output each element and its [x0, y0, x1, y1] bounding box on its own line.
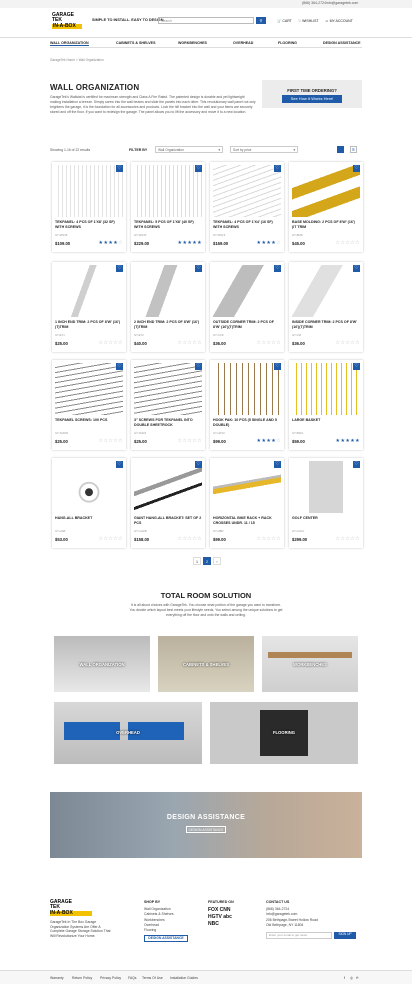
product-sku: GT-WS16	[213, 233, 226, 237]
footer-link[interactable]: Cabinets & Shelves	[144, 912, 174, 917]
star-icon: ☆	[113, 536, 119, 542]
product-card[interactable]	[289, 458, 363, 548]
product-image[interactable]	[134, 265, 202, 317]
product-image[interactable]	[292, 265, 360, 317]
product-card[interactable]	[289, 360, 363, 450]
star-icon: ☆	[118, 240, 123, 246]
cnn-logo: CNN	[219, 907, 231, 914]
product-price: $25.00	[55, 439, 68, 444]
product-name[interactable]: GOLF CENTER	[292, 516, 318, 520]
product-price: $25.00	[55, 341, 68, 346]
footer-about: GarageTek In The Box Garage Organization Systems Are Offer A Complete Garage Storage Solution That Will Revolutionize Your Home.	[50, 920, 111, 938]
footer-link[interactable]: Wall Organization	[144, 907, 171, 912]
star-icon: ★	[192, 240, 198, 246]
product-name[interactable]: 2 INCH END TRIM: 2 PCS OF 8'W' (16')(T)TRIM	[134, 320, 200, 329]
wishlist-heart-icon[interactable]: ♡	[117, 165, 122, 171]
tagline: SIMPLE TO INSTALL. EASY TO DESIGN.	[92, 18, 165, 22]
star-rating	[257, 240, 281, 246]
star-icon: ★	[335, 438, 341, 444]
star-icon: ☆	[355, 536, 360, 542]
wishlist-heart-icon[interactable]: ♡	[117, 363, 122, 369]
instagram-icon[interactable]: ◎	[350, 976, 353, 980]
star-icon: ★	[187, 240, 193, 246]
star-icon: ☆	[197, 340, 202, 346]
first-time-promo	[262, 80, 362, 108]
product-image[interactable]	[292, 165, 360, 217]
abc-logo: abc	[223, 914, 232, 921]
design-assistance-title: DESIGN ASSISTANCE	[166, 814, 246, 821]
tile-flooring[interactable]: FLOORING	[210, 702, 358, 764]
page-2[interactable]: 2	[203, 557, 211, 565]
product-sku: GT-OC8	[213, 333, 224, 337]
star-icon: ☆	[335, 536, 341, 542]
design-assistance-banner	[50, 792, 362, 858]
list-view-icon[interactable]: ≡	[350, 146, 357, 153]
star-icon: ★	[108, 240, 114, 246]
product-name[interactable]: GIANT HANG-ALL BRACKET: SET OF 2 PCS	[134, 516, 202, 525]
star-icon: ★	[350, 438, 356, 444]
star-icon: ☆	[108, 536, 114, 542]
chevron-down-icon: ▾	[293, 148, 295, 152]
bottom-link[interactable]: Terms Of Use	[142, 976, 163, 980]
contact-phone[interactable]: (866) 364-2724	[266, 907, 290, 912]
star-icon: ★	[103, 240, 109, 246]
star-icon: ☆	[187, 536, 193, 542]
star-icon: ☆	[177, 438, 183, 444]
product-price: $99.00	[213, 537, 226, 542]
star-icon: ★	[266, 438, 272, 444]
footer-link[interactable]: Flooring	[144, 928, 157, 933]
star-icon: ☆	[187, 340, 193, 346]
product-name[interactable]: OUTSIDE CORNER TRIM: 2 PCS OF 8'W' (16')(T)TRIM	[213, 320, 274, 329]
product-image[interactable]	[134, 461, 202, 513]
product-image[interactable]	[213, 363, 281, 415]
product-sku: GT-WS48	[55, 233, 68, 237]
bottom-bar	[0, 970, 412, 984]
wishlist-heart-icon[interactable]: ♡	[196, 461, 201, 467]
how-it-works-button[interactable]: See How It Works Here!	[282, 95, 342, 103]
bottom-link[interactable]: Installation Guides	[170, 976, 198, 980]
star-icon: ☆	[192, 438, 198, 444]
nbc-logo: NBC	[208, 921, 219, 928]
star-icon: ☆	[256, 340, 262, 346]
product-image[interactable]	[213, 461, 281, 513]
site-footer	[0, 886, 412, 966]
star-icon: ☆	[197, 438, 202, 444]
product-sku: GT-GHAB	[134, 529, 147, 533]
product-sku: GT-ET1	[55, 333, 65, 337]
star-icon: ★	[256, 240, 262, 246]
nav-overhead[interactable]: OVERHEAD	[233, 41, 254, 45]
tile-wall-organization[interactable]: WALL ORGANIZATION	[54, 636, 150, 692]
newsletter-input[interactable]: Enter your email to get news	[266, 932, 332, 939]
contact-email[interactable]: info@garagetek.com	[266, 912, 298, 917]
product-sku: GT-HBR	[213, 529, 224, 533]
product-price: $59.00	[292, 439, 305, 444]
product-card[interactable]	[210, 162, 284, 252]
star-icon: ★	[271, 240, 277, 246]
product-name[interactable]: LARGE BASKET	[292, 418, 321, 422]
star-rating	[99, 340, 123, 346]
star-icon: ☆	[340, 536, 346, 542]
tile-workbenches[interactable]: WORKBENCHES	[262, 636, 358, 692]
star-icon: ☆	[276, 340, 281, 346]
email-text[interactable]: info@garagetek.com	[326, 1, 359, 5]
product-sku: GT-SCRW	[55, 431, 69, 435]
product-image[interactable]	[292, 461, 360, 513]
signup-button[interactable]: SIGN UP	[334, 932, 356, 939]
total-room-title: TOTAL ROOM SOLUTION	[160, 591, 252, 600]
star-icon: ☆	[261, 340, 267, 346]
shop-by-column: SHOP BY Wall Organization Cabinets & Shelves Workbenches Overhead Flooring DESIGN ASSISTANCE	[144, 900, 204, 942]
star-rating	[336, 438, 360, 444]
star-icon: ★	[271, 438, 277, 444]
star-icon: ☆	[182, 340, 188, 346]
product-sku: GT-HP10	[213, 431, 225, 435]
star-icon: ☆	[182, 438, 188, 444]
wishlist-heart-icon[interactable]: ♡	[117, 265, 122, 271]
wishlist-heart-icon[interactable]: ♡	[275, 461, 280, 467]
product-image[interactable]	[292, 363, 360, 415]
product-card[interactable]	[52, 458, 126, 548]
grid-view-icon[interactable]	[337, 146, 344, 153]
product-name[interactable]: INSIDE CORNER TRIM: 2 PCS OF 8'W' (16')(T)TRIM	[292, 320, 358, 329]
star-icon: ★	[98, 240, 104, 246]
star-icon: ☆	[108, 340, 114, 346]
star-icon: ★	[261, 240, 267, 246]
filter-label: FILTER BY	[129, 148, 148, 152]
star-icon: ☆	[103, 340, 109, 346]
filter-select[interactable]: Wall Organization ▾	[155, 146, 223, 153]
cart-icon: 🛒	[277, 19, 282, 23]
product-card[interactable]	[289, 162, 363, 252]
star-icon: ☆	[256, 536, 262, 542]
star-rating	[257, 438, 281, 444]
product-card[interactable]	[52, 262, 126, 352]
nav-cabinets[interactable]: CABINETS & SHELVES	[116, 41, 156, 45]
star-rating	[99, 240, 123, 246]
product-image[interactable]	[55, 363, 123, 415]
product-name[interactable]: TEKPANEL: 4 PCS OF 1'X4' (16 SF) WITH SCREWS	[213, 220, 273, 229]
product-price: $229.00	[134, 241, 150, 246]
product-price: $53.00	[55, 537, 68, 542]
star-icon: ☆	[113, 340, 119, 346]
star-icon: ☆	[103, 438, 109, 444]
star-icon: ☆	[108, 438, 114, 444]
star-icon: ☆	[192, 340, 198, 346]
product-price: $40.00	[134, 341, 147, 346]
nav-wall-organization[interactable]: WALL ORGANIZATION	[50, 41, 89, 45]
nav-flooring[interactable]: FLOORING	[278, 41, 297, 45]
next-page[interactable]: ›	[213, 557, 221, 565]
star-icon: ☆	[187, 438, 193, 444]
product-image[interactable]	[213, 165, 281, 217]
product-card[interactable]	[131, 458, 205, 548]
total-room-desc: It is all about choices with GarageTek. You choose what portion of the garage you want to transform. You decide which layout best meets your lifestyle needs. You select among the unique solutions to get everything off the floor and onto the walls and ceiling.	[129, 603, 283, 617]
star-icon: ★	[355, 438, 360, 444]
product-price: $158.00	[134, 537, 150, 542]
product-name[interactable]: HOOK PAK: 10 PCS (5 SINGLE AND 5 DOUBLE)	[213, 418, 277, 427]
product-card[interactable]	[210, 458, 284, 548]
product-price: $169.00	[213, 241, 229, 246]
product-name[interactable]: BASE MOLDING: 2 PCS OF 8'W' (16') (IT TRIM	[292, 220, 355, 229]
product-price: $45.00	[292, 241, 305, 246]
chevron-down-icon: ▾	[218, 148, 220, 152]
product-sku: GT-IC8	[292, 333, 302, 337]
top-bar	[0, 0, 412, 8]
star-icon: ☆	[335, 340, 341, 346]
footer-link[interactable]: Overhead	[144, 922, 159, 927]
star-icon: ☆	[118, 438, 123, 444]
product-card[interactable]	[210, 262, 284, 352]
star-icon: ☆	[345, 240, 351, 246]
product-sku: GT-GOLF	[292, 529, 305, 533]
star-icon: ☆	[340, 340, 346, 346]
wishlist-heart-icon[interactable]: ♡	[196, 165, 201, 171]
bottom-link[interactable]: Privacy Policy	[100, 976, 122, 980]
nav-design-assistance[interactable]: DESIGN ASSISTANCE	[323, 41, 361, 45]
product-image[interactable]	[134, 165, 202, 217]
star-icon: ☆	[271, 536, 277, 542]
wishlist-heart-icon[interactable]: ♡	[354, 461, 359, 467]
brand-logo[interactable]: GARAGE TEK IN-A-BOX	[52, 13, 82, 33]
breadcrumb[interactable]: GarageTek Home > Wall Organization	[50, 58, 104, 62]
star-icon: ☆	[182, 536, 188, 542]
star-icon: ★	[113, 240, 119, 246]
star-icon: ☆	[118, 536, 123, 542]
phone-text[interactable]: (866) 364-2724	[302, 1, 326, 5]
star-icon: ☆	[271, 340, 277, 346]
product-card[interactable]	[52, 162, 126, 252]
star-rating	[178, 340, 202, 346]
product-sku: GT-BM8	[292, 233, 303, 237]
cart-link[interactable]: 🛒 CART	[277, 19, 292, 23]
tile-cabinets[interactable]: CABINETS & SHELVES	[158, 636, 254, 692]
promo-title: FIRST TIME ORDERING?	[287, 88, 337, 93]
wishlist-heart-icon[interactable]: ♡	[354, 265, 359, 271]
heart-icon: ♡	[298, 19, 302, 23]
bottom-link[interactable]: Warranty	[50, 976, 64, 980]
bottom-link[interactable]: Return Policy	[72, 976, 93, 980]
star-icon: ☆	[266, 340, 272, 346]
star-icon: ★	[256, 438, 262, 444]
product-price: $99.00	[213, 439, 226, 444]
facebook-icon[interactable]: f	[344, 976, 345, 980]
nav-workbenches[interactable]: WORKBENCHES	[178, 41, 207, 45]
star-icon: ★	[345, 438, 351, 444]
page-title: WALL ORGANIZATION	[50, 83, 140, 92]
star-rating	[178, 240, 202, 246]
wishlist-heart-icon[interactable]: ♡	[354, 165, 359, 171]
wishlist-heart-icon[interactable]: ♡	[354, 363, 359, 369]
product-card[interactable]	[52, 360, 126, 450]
star-rating	[178, 438, 202, 444]
search-input[interactable]: Search	[158, 17, 254, 24]
product-card[interactable]	[289, 262, 363, 352]
wishlist-heart-icon[interactable]: ♡	[196, 265, 201, 271]
star-icon: ☆	[350, 536, 356, 542]
star-icon: ☆	[177, 340, 183, 346]
star-icon: ☆	[98, 340, 104, 346]
user-icon: ☺	[325, 19, 329, 23]
product-sku: GT-ET2	[134, 333, 144, 337]
star-icon: ☆	[350, 340, 356, 346]
star-rating	[99, 536, 123, 542]
search-icon: ⚲	[259, 18, 263, 23]
bottom-link[interactable]: FAQs	[128, 976, 137, 980]
product-image[interactable]	[55, 265, 123, 317]
sort-select[interactable]: Sort by price ▾	[230, 146, 298, 153]
star-icon: ☆	[335, 240, 341, 246]
footer-logo[interactable]: GARAGE TEK IN-A-BOX	[50, 900, 92, 916]
footer-design-assistance-button[interactable]: DESIGN ASSISTANCE	[144, 935, 188, 942]
product-name[interactable]: TEKPANEL: 5 PCS OF 1'X8' (40 SF) WITH SCREWS	[134, 220, 194, 229]
product-card[interactable]	[131, 162, 205, 252]
product-image[interactable]	[55, 461, 123, 513]
star-icon: ☆	[276, 536, 281, 542]
product-price: $299.00	[292, 537, 308, 542]
star-icon: ☆	[340, 240, 346, 246]
product-image[interactable]	[213, 265, 281, 317]
star-icon: ☆	[192, 536, 198, 542]
product-name[interactable]: HORIZONTAL BIKE RACK + RACK CROSSES UNDR. 11 / 15	[213, 516, 272, 525]
star-icon: ☆	[345, 536, 351, 542]
star-icon: ☆	[118, 340, 123, 346]
star-icon: ☆	[98, 536, 104, 542]
star-rating	[336, 340, 360, 346]
wishlist-link[interactable]: ♡ WISHLIST	[298, 19, 319, 23]
contact-address: 206 Bethpage-Sweet Hollow Road	[266, 917, 318, 922]
intro-text: GarageTek's Wallslat is certified for maximum strength and Class A Fire Rated. The patented design is durable and yet lightweight making installation a breeze. Simply screw into the wall beams and slide the panels into each other. This revolutionary wall panel not only brightens the garage, it is the foundation for all accessories and products. Lock the hill bracket into the wall and your items are securely stored and off the floor. If you want to redesign the garage. The panel allows you to lift the accessory and move it to a new location.	[50, 95, 256, 114]
star-icon: ☆	[276, 240, 281, 246]
wishlist-heart-icon[interactable]: ♡	[117, 461, 122, 467]
product-price: $36.00	[213, 341, 226, 346]
product-image[interactable]	[55, 165, 123, 217]
pinterest-icon[interactable]: ℗	[356, 976, 359, 980]
featured-column: FEATURED ON FOX CNN HGTV abc NBC	[208, 900, 234, 928]
product-price: $36.00	[292, 341, 305, 346]
star-icon: ☆	[266, 536, 272, 542]
product-name[interactable]: 1 INCH END TRIM: 2 PCS OF 8'W' (16')(T)TRIM	[55, 320, 121, 329]
product-sku: GT-HAB	[55, 529, 66, 533]
product-card[interactable]	[131, 262, 205, 352]
product-name[interactable]: 3" SCREWS FOR TEKPANEL INTO DOUBLE SHEETROCK	[134, 418, 193, 427]
product-name[interactable]: HANG-ALL BRACKET	[55, 516, 93, 520]
star-icon: ★	[177, 240, 183, 246]
product-name[interactable]: TEKPANEL SCREWS: 100 PCS	[55, 418, 108, 422]
product-sku: GT-WS40	[134, 233, 147, 237]
results-count: Showing 1-16 of 22 results	[50, 148, 91, 152]
star-icon: ☆	[276, 438, 281, 444]
wishlist-heart-icon[interactable]: ♡	[275, 265, 280, 271]
account-link[interactable]: ☺ MY ACCOUNT	[325, 19, 353, 23]
contact-city: Old Bethpage, NY 11804	[266, 922, 304, 927]
wishlist-heart-icon[interactable]: ♡	[275, 165, 280, 171]
star-rating	[257, 340, 281, 346]
star-rating	[336, 240, 360, 246]
wishlist-heart-icon[interactable]: ♡	[275, 363, 280, 369]
star-rating	[178, 536, 202, 542]
page-1[interactable]: 1	[193, 557, 201, 565]
star-icon: ☆	[355, 240, 360, 246]
star-icon: ★	[182, 240, 188, 246]
product-card[interactable]	[210, 360, 284, 450]
product-name[interactable]: TEKPANEL: 4 PCS OF 1'X8' (32 SF) WITH SCREWS	[55, 220, 115, 229]
star-icon: ☆	[113, 438, 119, 444]
wishlist-heart-icon[interactable]: ♡	[196, 363, 201, 369]
star-icon: ★	[197, 240, 202, 246]
star-icon: ★	[340, 438, 346, 444]
footer-link[interactable]: Workbenches	[144, 917, 165, 922]
main-nav	[50, 40, 362, 48]
star-icon: ☆	[103, 536, 109, 542]
star-icon: ☆	[98, 438, 104, 444]
star-icon: ☆	[350, 240, 356, 246]
star-rating	[257, 536, 281, 542]
star-icon: ☆	[197, 536, 202, 542]
tile-overhead[interactable]: OVERHEAD	[54, 702, 202, 764]
star-icon: ★	[266, 240, 272, 246]
fox-logo: FOX	[208, 907, 219, 914]
design-assistance-button[interactable]: DESIGN ASSISTANCE	[186, 826, 226, 833]
product-price: $109.00	[55, 241, 71, 246]
star-rating	[99, 438, 123, 444]
product-card[interactable]	[131, 360, 205, 450]
star-icon: ☆	[261, 536, 267, 542]
contact-column: CONTACT US (866) 364-2724 info@garagetek.com 206 Bethpage-Sweet Hollow Road Old Bethpage, NY 11804 Enter your email to get news SIGN UP	[266, 900, 362, 939]
star-icon: ☆	[355, 340, 360, 346]
search-button[interactable]	[256, 17, 266, 24]
product-image[interactable]	[134, 363, 202, 415]
product-sku: GT-BSKL	[292, 431, 304, 435]
product-sku: GT-SCR3	[134, 431, 147, 435]
star-icon: ☆	[177, 536, 183, 542]
hgtv-logo: HGTV	[208, 914, 222, 921]
product-price: $25.00	[134, 439, 147, 444]
star-rating	[336, 536, 360, 542]
star-icon: ☆	[345, 340, 351, 346]
star-icon: ★	[261, 438, 267, 444]
